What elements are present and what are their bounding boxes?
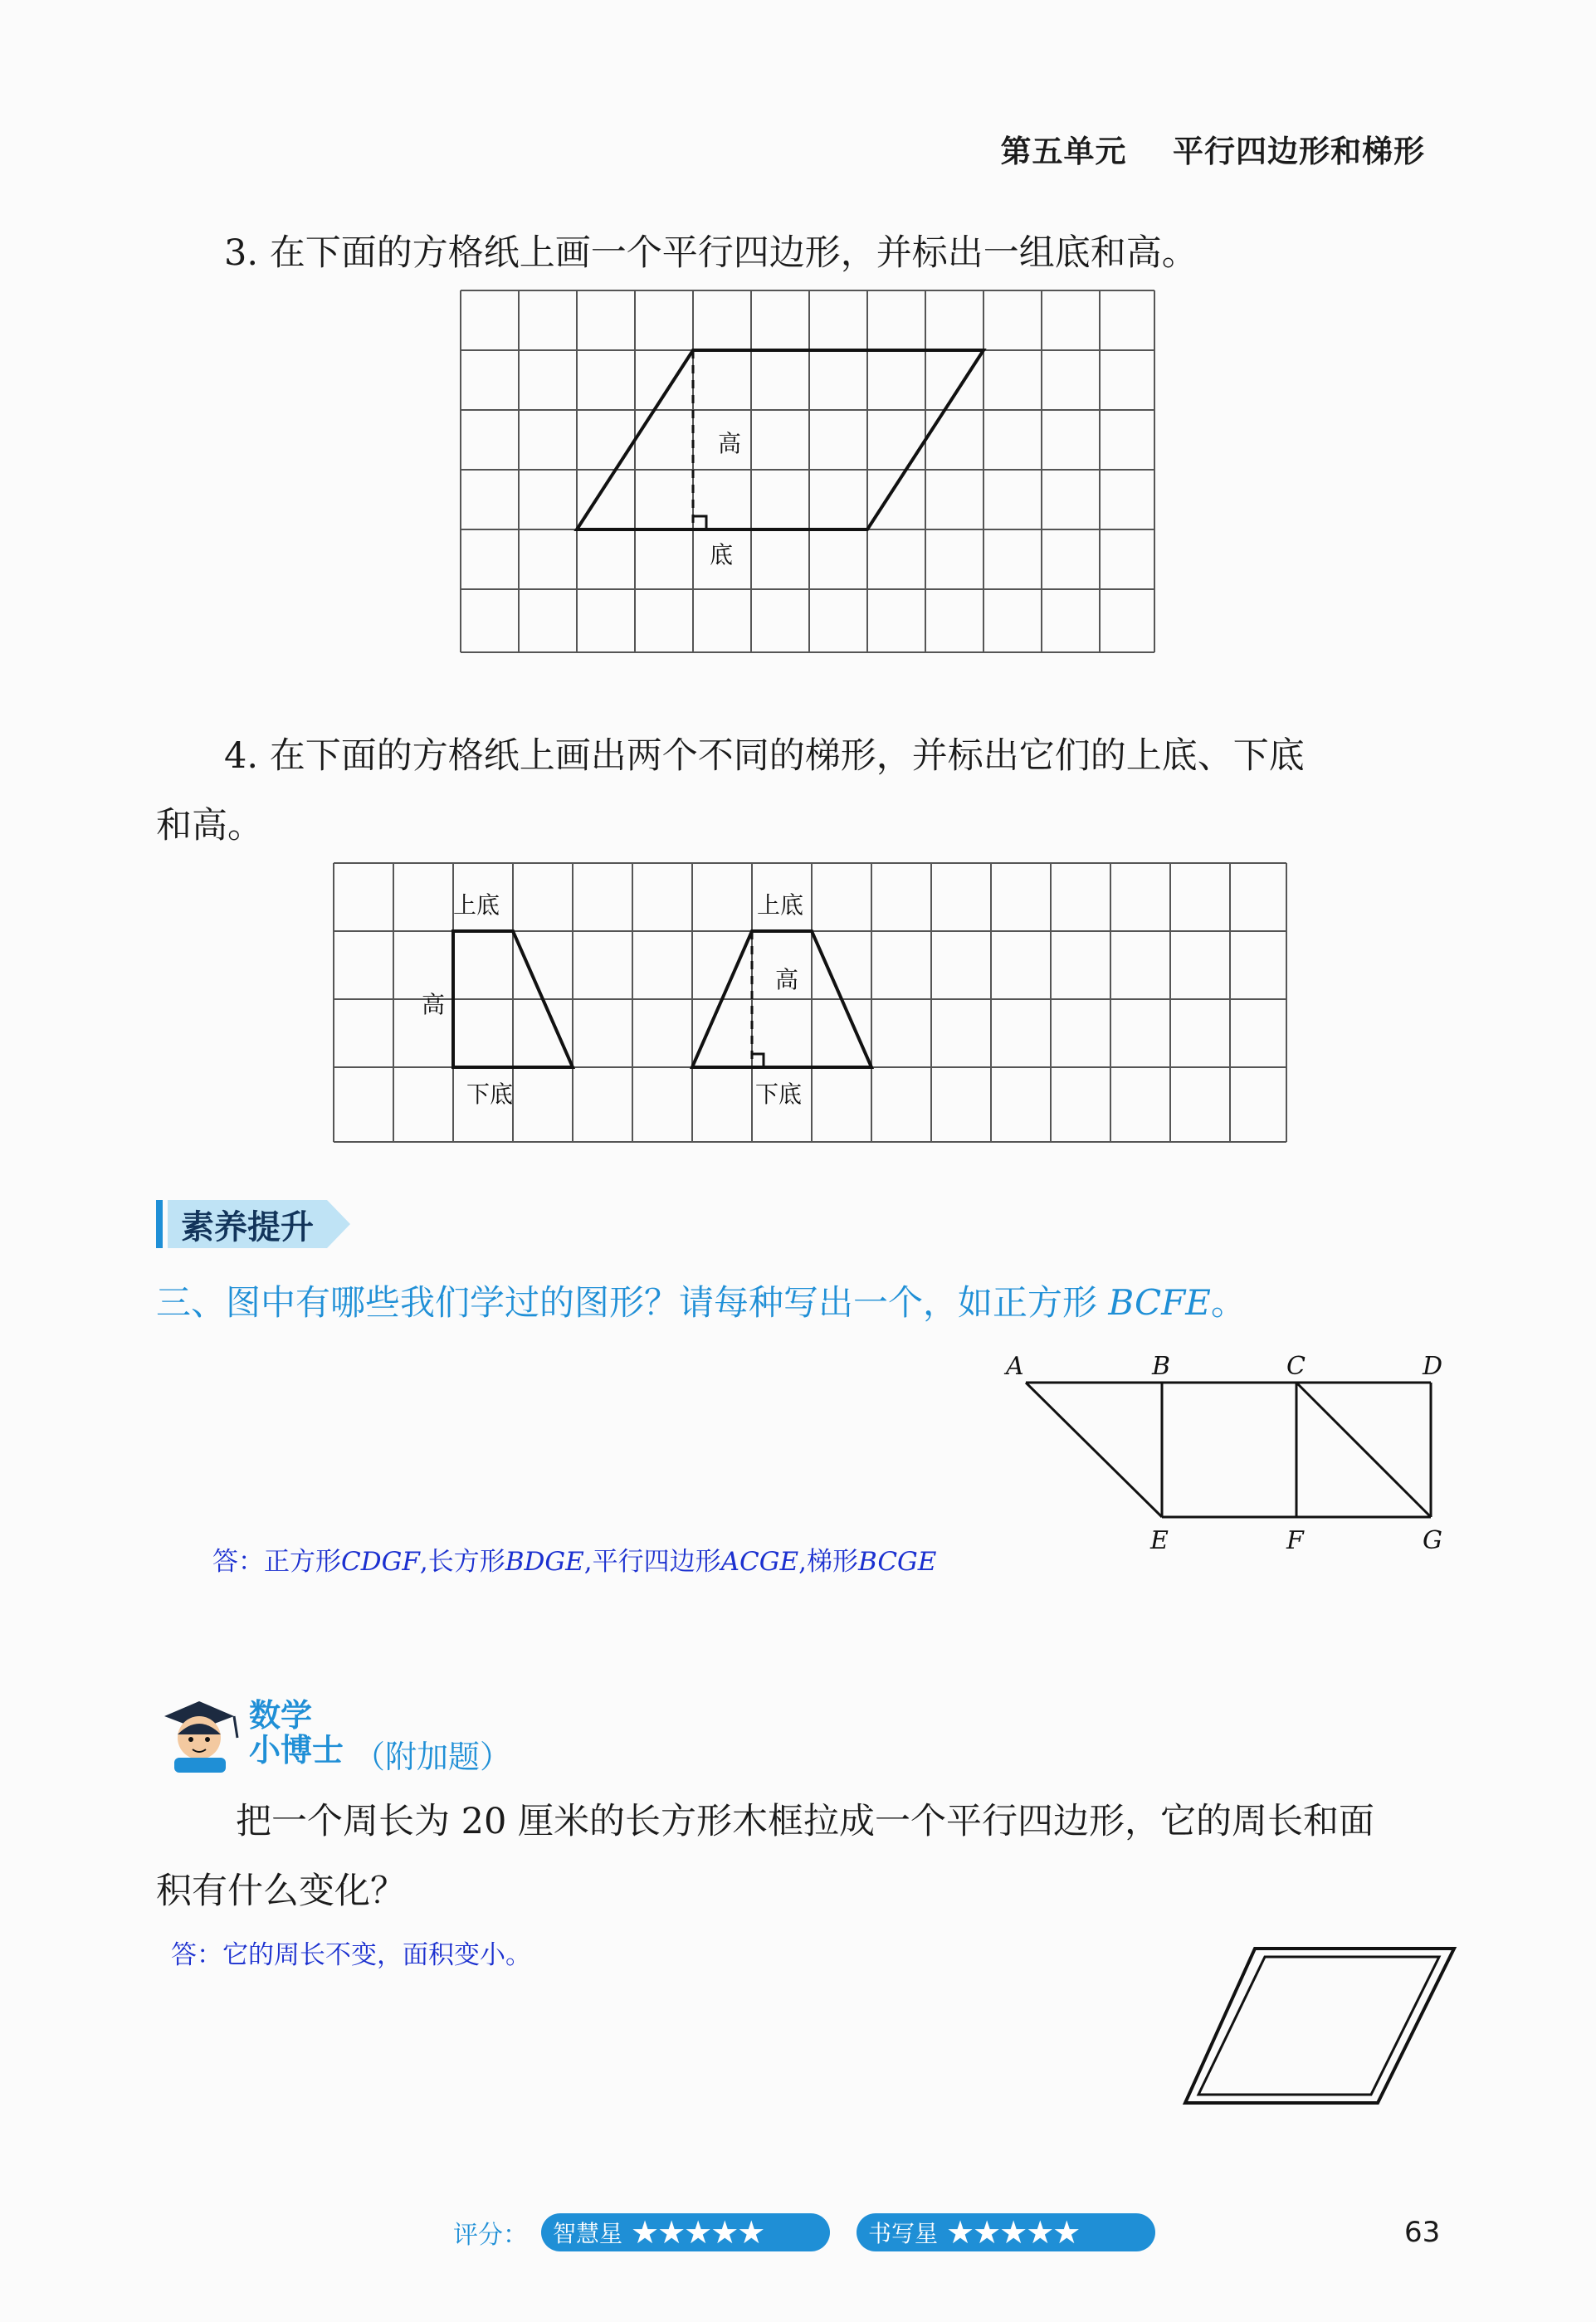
q4-left-bottom-label: 下底 (466, 1081, 514, 1108)
section-badge-label: 素养提升 (181, 1208, 314, 1246)
q4-right-bottom-label: 下底 (755, 1081, 803, 1108)
writing-star-label: 书写星 (868, 2220, 939, 2247)
ans-para: ACGE (720, 1547, 799, 1577)
ans-rect: BDGE (505, 1547, 584, 1577)
point-e-label: E (1150, 1526, 1169, 1555)
q4-right-top-label: 上底 (757, 891, 804, 919)
q3-height-label: 高 (718, 430, 742, 457)
wisdom-stars-icon: ★★★★★ (631, 2214, 764, 2251)
point-c-label: C (1286, 1352, 1306, 1381)
ans-rect-label: ,长方形 (419, 1547, 505, 1577)
shapes-answer (212, 1540, 936, 1578)
bonus-title-line1: 数学 (249, 1697, 313, 1734)
frame-figure (1179, 1942, 1461, 2111)
bonus-line1: 把一个周长为 20 厘米的长方形木框拉成一个平行四边形，它的周长和面 (236, 1801, 1375, 1842)
q3-text: 3. 在下面的方格纸上画一个平行四边形，并标出一组底和高。 (224, 232, 1198, 274)
q4-line2: 和高。 (156, 805, 263, 846)
ans-trap: BCGE (857, 1547, 937, 1577)
bonus-answer: 答：它的周长不变，面积变小。 (171, 1940, 531, 1970)
parallelogram-shape (577, 350, 983, 529)
bonus-tag: （附加题） (354, 1739, 512, 1775)
q3-grid (459, 289, 1156, 657)
ans-square: CDGF (341, 1547, 420, 1577)
shapes-figure (996, 1344, 1461, 1563)
q4-left-height-label: 高 (422, 991, 446, 1018)
page-number: 63 (1404, 2216, 1441, 2249)
point-b-label: B (1152, 1352, 1171, 1381)
unit-title: 平行四边形和梯形 (1173, 134, 1425, 169)
q4-grid (332, 861, 1288, 1147)
unit-label: 第五单元 (1000, 134, 1127, 169)
q4-right-height-label: 高 (775, 966, 799, 993)
point-g-label: G (1423, 1526, 1442, 1555)
q4-line1: 4. 在下面的方格纸上画出两个不同的梯形，并标出它们的上底、下底 (224, 735, 1305, 777)
rating-label: 评分： (453, 2221, 528, 2250)
ans-trap-label: ,梯形 (798, 1547, 858, 1577)
bonus-title-line2: 小博士 (249, 1732, 344, 1768)
q4-left-top-label: 上底 (453, 891, 500, 919)
wisdom-star-label: 智慧星 (553, 2220, 623, 2247)
ans-para-label: ,平行四边形 (583, 1547, 721, 1577)
point-d-label: D (1423, 1352, 1443, 1381)
mascot-icon (156, 1698, 247, 1776)
point-a-label: A (1006, 1352, 1024, 1381)
writing-star-rating (857, 2213, 1155, 2251)
writing-stars-icon: ★★★★★ (946, 2214, 1080, 2251)
unit-header (1000, 126, 1425, 171)
q-shapes-prefix: 三、图中有哪些我们学过的图形？请每种写出一个，如正方形 (156, 1282, 1109, 1323)
bonus-line2: 积有什么变化？ (156, 1871, 406, 1912)
q-shapes-example: BCFE (1108, 1282, 1211, 1323)
point-f-label: F (1286, 1526, 1304, 1555)
q3-base-label: 底 (710, 541, 734, 568)
q-shapes-text (156, 1267, 1246, 1339)
wisdom-star-rating (541, 2213, 830, 2251)
bonus-title (249, 1698, 344, 1768)
ans-prefix: 答：正方形 (212, 1547, 341, 1577)
q-shapes-suffix: 。 (1210, 1282, 1246, 1323)
